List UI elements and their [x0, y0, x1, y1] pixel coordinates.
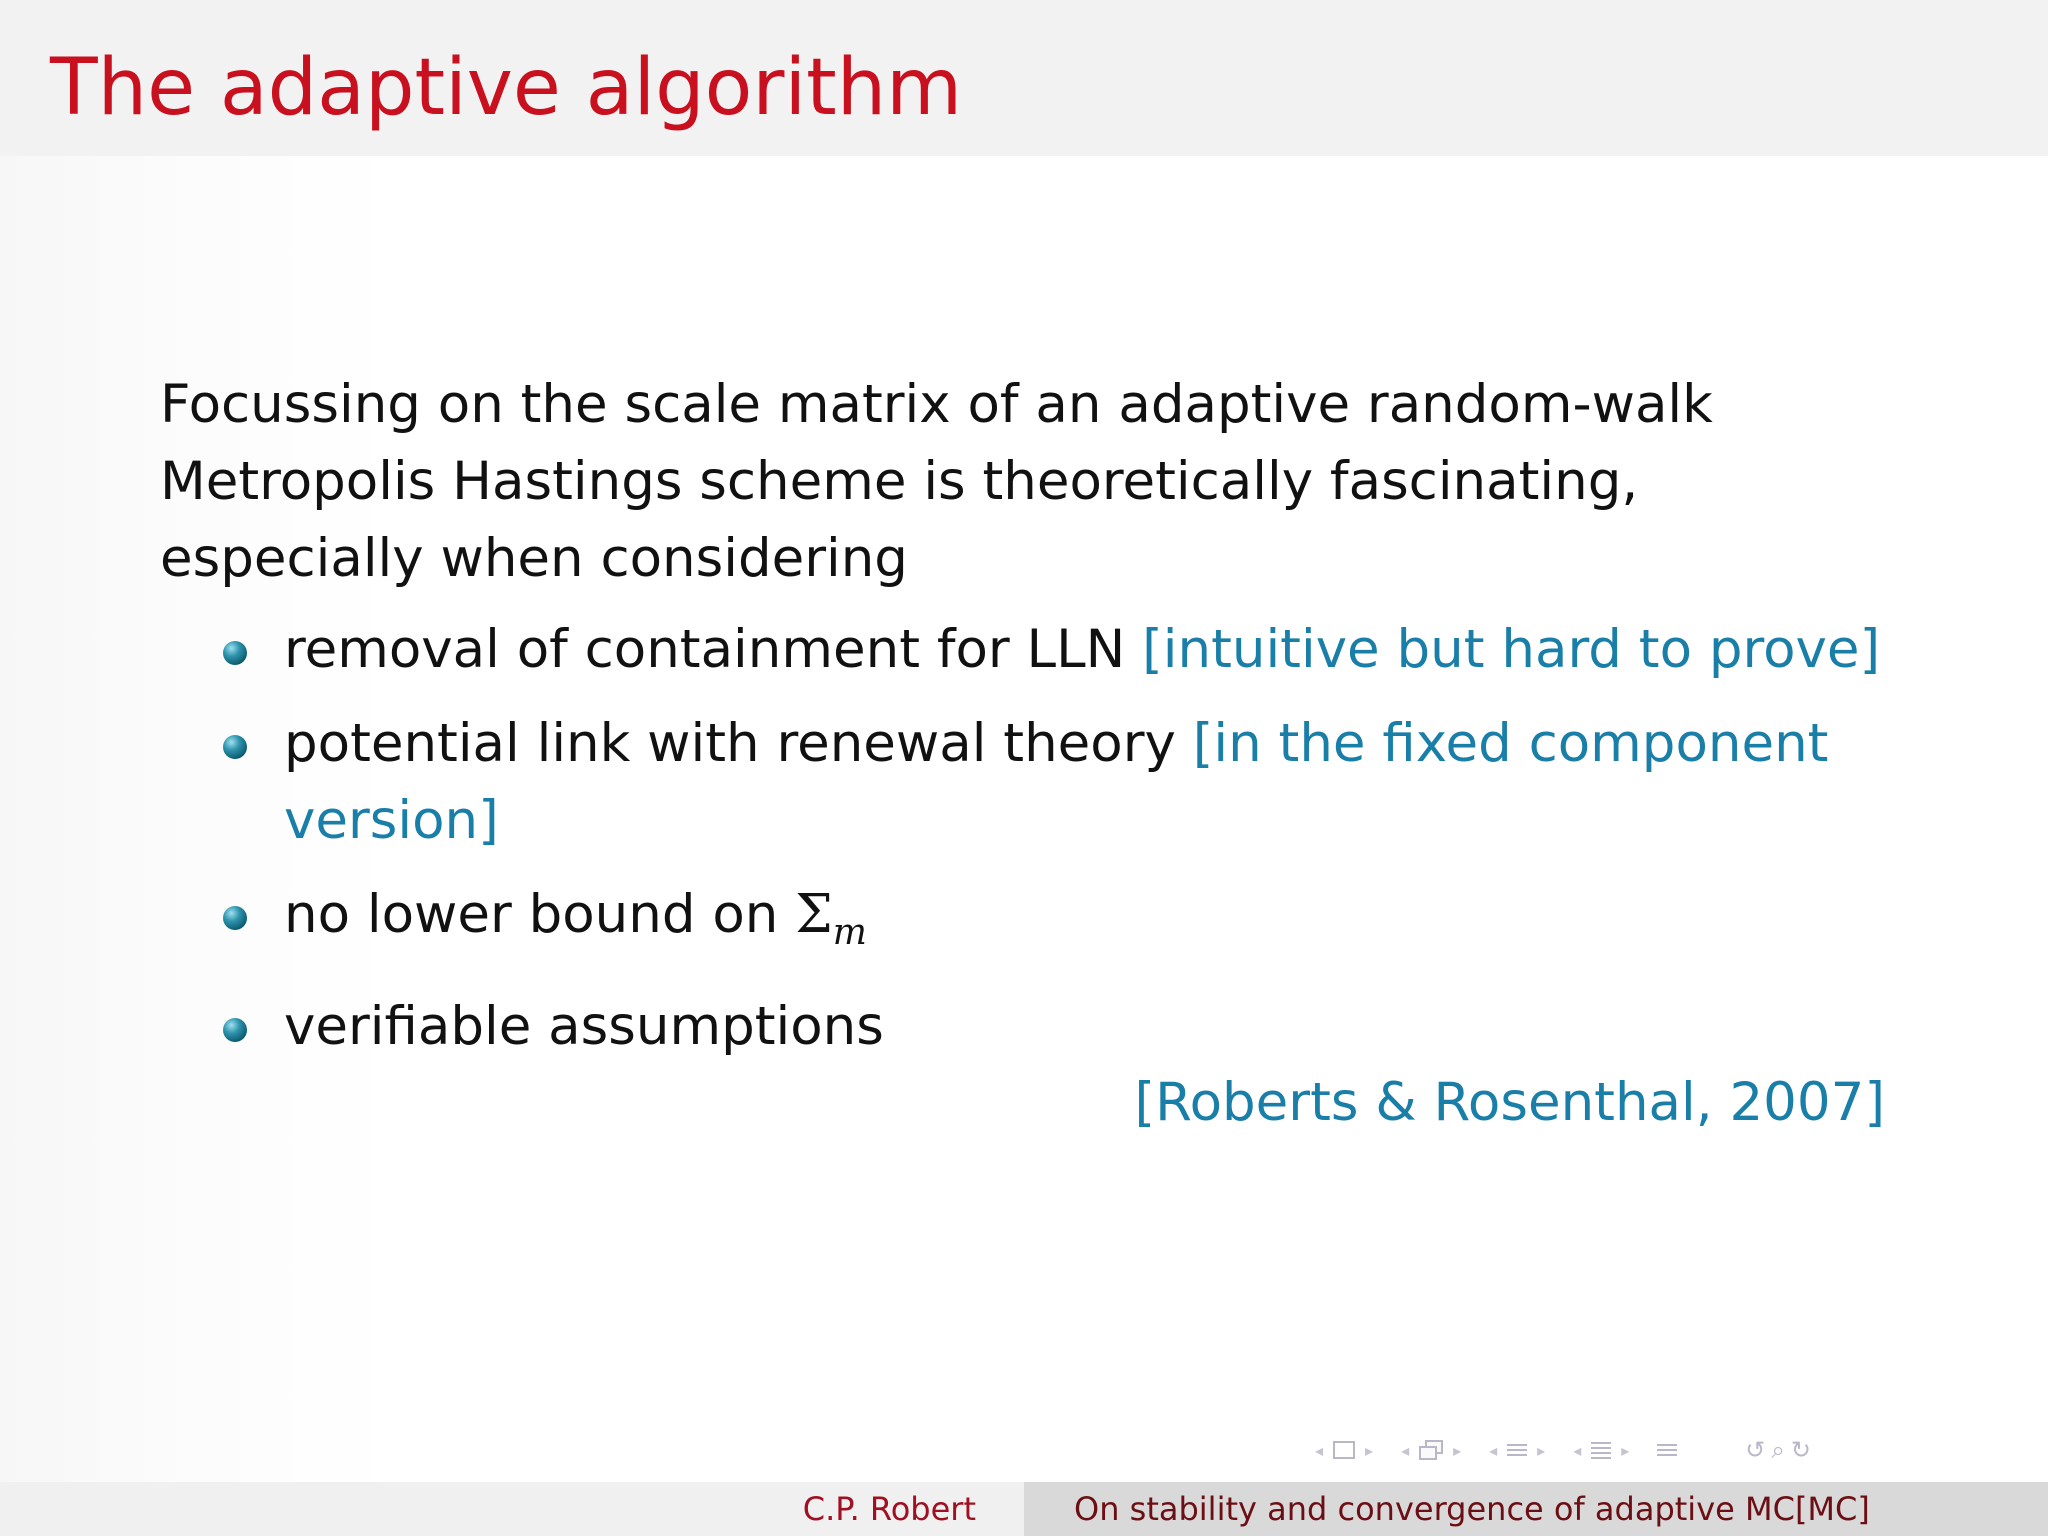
footer	[0, 1482, 2048, 1536]
nav-next-section-arrow[interactable]: ▸	[1537, 1440, 1546, 1460]
bullet-item	[160, 705, 1924, 859]
bullet-ball-icon	[223, 641, 247, 665]
subsection-icon[interactable]	[1591, 1439, 1611, 1462]
nav-next-subsection-arrow[interactable]: ▸	[1621, 1440, 1630, 1460]
title-bar	[0, 0, 2048, 156]
bullet-ball-icon	[223, 735, 247, 759]
math-expression	[795, 884, 867, 953]
nav-document-group	[1657, 1441, 1677, 1459]
nav-subsection-group	[1401, 1440, 1461, 1460]
document-icon[interactable]	[1657, 1441, 1677, 1459]
intro-paragraph: Focussing on the scale matrix of an adaptive random-walk Metropolis Hastings scheme is theoretically fascinating, especially when considering	[160, 374, 1713, 589]
math-subscript: m	[832, 912, 867, 953]
bullet-text: removal of containment for LLN	[284, 619, 1143, 680]
nav-tools	[1745, 1436, 1811, 1464]
bullet-text: potential link with renewal theory	[284, 713, 1193, 774]
nav-prev-frame-arrow[interactable]: ◂	[1315, 1440, 1324, 1460]
bullet-ball-icon	[223, 1018, 247, 1042]
footer-author: C.P. Robert	[0, 1482, 1024, 1536]
nav-prev-slide-arrow[interactable]: ◂	[1401, 1440, 1410, 1460]
slide-content	[160, 366, 1880, 1082]
bullet-item	[160, 611, 1924, 688]
undo-icon[interactable]: ↺	[1745, 1436, 1766, 1464]
slides-icon[interactable]	[1419, 1440, 1443, 1460]
math-symbol: Σ	[795, 884, 833, 945]
slide-title: The adaptive algorithm	[50, 43, 963, 133]
nav-prev-subsection-arrow[interactable]: ◂	[1573, 1440, 1582, 1460]
bullet-ball-icon	[223, 906, 247, 930]
nav-prev-section-arrow[interactable]: ◂	[1489, 1440, 1498, 1460]
bullet-text: verifiable assumptions	[284, 996, 884, 1057]
citation: [Roberts & Rosenthal, 2007]	[1134, 1072, 1885, 1133]
nav-subsection2-group	[1573, 1439, 1629, 1462]
redo-icon[interactable]: ↻	[1790, 1436, 1811, 1464]
frame-icon[interactable]	[1333, 1441, 1355, 1459]
beamer-navigation	[1315, 1432, 1811, 1468]
nav-section-group	[1489, 1441, 1545, 1460]
bullet-item	[160, 876, 1924, 971]
footer-talk-title: On stability and convergence of adaptive MC[MC]	[1024, 1482, 2048, 1536]
bullet-note: [in the fixed component version]	[284, 713, 1829, 851]
nav-frame-group	[1315, 1441, 1373, 1460]
bullet-text: no lower bound on	[284, 884, 796, 945]
bullet-note: [intuitive but hard to prove]	[1142, 619, 1881, 680]
bullet-item	[160, 988, 1924, 1065]
bullet-list	[160, 611, 1880, 1065]
nav-next-slide-arrow[interactable]: ▸	[1453, 1440, 1462, 1460]
search-icon[interactable]: ⌕	[1771, 1436, 1785, 1464]
section-icon[interactable]	[1507, 1441, 1527, 1459]
nav-next-frame-arrow[interactable]: ▸	[1365, 1440, 1374, 1460]
